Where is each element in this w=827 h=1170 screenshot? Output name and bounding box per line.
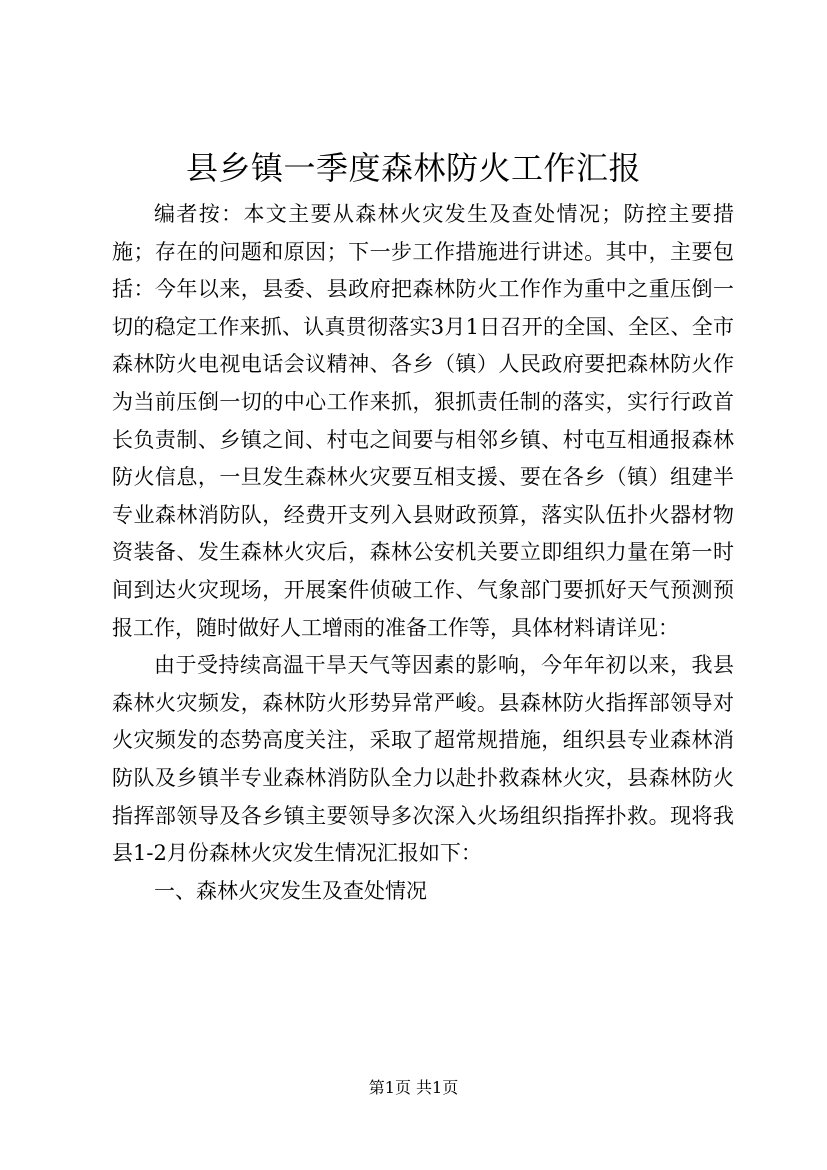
- editor-note-paragraph: 编者按：本文主要从森林火灾发生及查处情况；防控主要措施；存在的问题和原因；下一步工作措施进行讲述。其中，主要包括：今年以来，县委、县政府把森林防火工作作为重中之重压倒一切的稳定工作来抓、认真贯彻落实3月1日召开的全国、全区、全市森林防火电视电话会议精神、各乡（镇）人民政府要把森林防火作为当前压倒一切的中心工作来抓，狠抓责任制的落实，实行行政首长负责制、乡镇之间、村屯之间要与相邻乡镇、村屯互相通报森林防火信息，一旦发生森林火灾要互相支援、要在各乡（镇）组建半专业森林消防队，经费开支列入县财政预算，落实队伍扑火器材物资装备、发生森林火灾后，森林公安机关要立即组织力量在第一时间到达火灾现场，开展案件侦破工作、气象部门要抓好天气预测预报工作，随时做好人工增雨的准备工作等，具体材料请详见：: [112, 202, 734, 640]
- document-body: [112, 196, 734, 910]
- document-title: 县乡镇一季度森林防火工作汇报: [185, 149, 641, 187]
- situation-paragraph: 由于受持续高温干旱天气等因素的影响，今年年初以来，我县森林火灾频发，森林防火形势异常严峻。县森林防火指挥部领导对火灾频发的态势高度关注，采取了超常规措施，组织县专业森林消防队及乡镇半专业森林消防队全力以赴扑救森林火灾，县森林防火指挥部领导及各乡镇主要领导多次深入火场组织指挥扑救。现将我县1-2月份森林火灾发生情况汇报如下：: [112, 653, 734, 866]
- page-footer: 第1页 共1页: [368, 1078, 459, 1097]
- section-heading-1: 一、森林火灾发生及查处情况: [154, 878, 427, 903]
